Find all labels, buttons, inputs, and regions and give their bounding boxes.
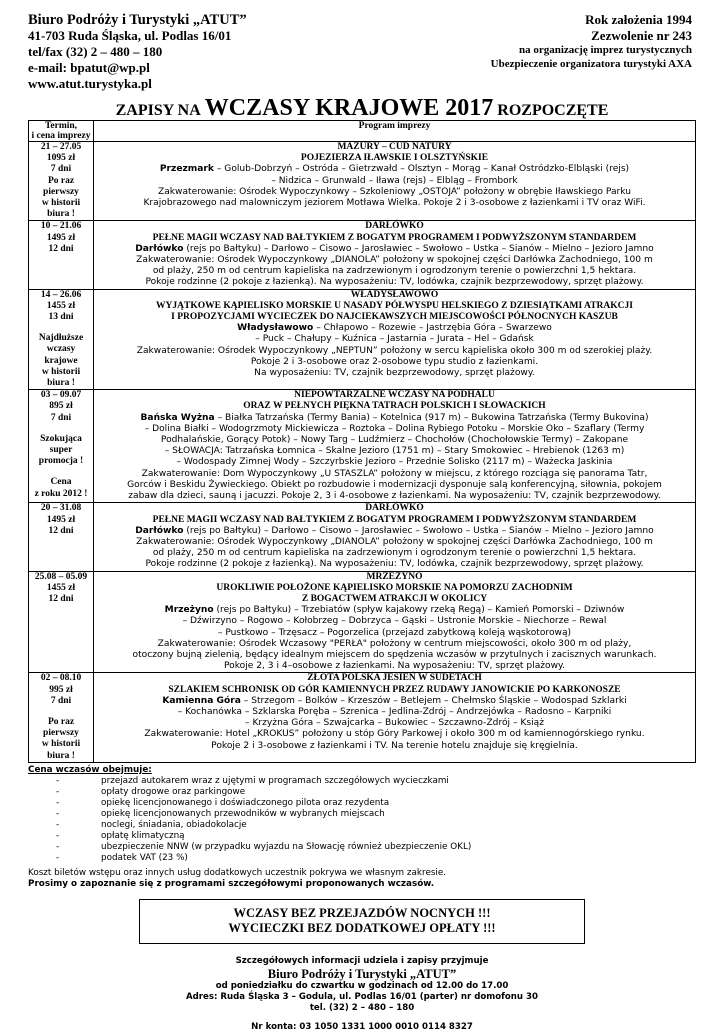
trip-term-line	[31, 707, 91, 717]
trip-tagline: SZLAKIEM SCHRONISK OD GÓR KAMIENNYCH PRZEZ RUDAWY JANOWICKIE PO KARKONOSZE	[168, 684, 621, 695]
trip-lodging-line: otoczony bujną zielenią, będący idealnym miejscem do spędzenia wczasów w przytulnych i zacisznych warunkach.	[132, 649, 657, 660]
trip-term-cell	[29, 221, 94, 289]
trip-program-cell	[94, 142, 696, 221]
trip-term-line: Po raz pierwszy	[43, 716, 79, 739]
trip-term-line: 895 zł	[49, 401, 73, 412]
trip-lodging-line: Pokoje 2 i 3-osobowe z łazienkami i TV. Na terenie hotelu znajduje się kręgielnia.	[211, 740, 578, 751]
trip-term-line: z roku 2012 !	[34, 488, 88, 499]
trip-route-text: (rejs po Bałtyku) – Darłowo – Cisowo – Jarosławiec – Swołowo – Ustka – Sianów – Mielno – Jezioro Jamno	[183, 243, 654, 254]
program-note: Prosimy o zapoznanie się z programami szczegółowymi proponowanych wczasów.	[28, 878, 435, 889]
trip-term-line: 7 dni	[50, 695, 72, 706]
footer-intro: Szczegółowych informacji udziela i zapisy przyjmuje	[235, 955, 489, 966]
footer-phone: tel. (32) 2 – 480 – 180	[309, 1002, 415, 1013]
trip-term-cell	[29, 289, 94, 390]
table-row	[29, 289, 696, 390]
trip-lodging-line: Krajobrazowego nad malowniczym jeziorem Motława Wielka. Pokoje 2 i 3-osobowe z łazienkami i TV oraz WiFi.	[143, 198, 646, 209]
trip-term-line	[31, 323, 91, 333]
trip-lodging-line: Zakwaterowanie: Ośrodek Wypoczynkowy – Szkoleniowy „OSTOJA” położony w obrębie Iławskiego Parku	[157, 186, 632, 197]
trip-destination: DARŁÓWKO	[365, 221, 424, 232]
agency-name: Biuro Podróży i Turystyki „ATUT”	[28, 12, 247, 28]
trip-tagline: I PROPOZYCJAMI WYCIECZEK DO NAJCIEKAWSZYCH MIEJSCOWOŚCI PÓŁNOCNYCH KASZUB	[171, 312, 618, 323]
price-includes-section	[28, 765, 696, 864]
price-includes-item: - noclegi, śniadania, obiadokolacje	[28, 820, 696, 831]
trip-route-line	[96, 457, 693, 468]
agency-address: 41-703 Ruda Śląska, ul. Podlas 16/01	[28, 28, 232, 43]
trip-term-line: 21 – 27.05	[40, 142, 82, 152]
trip-lodging-line: Zakwaterowanie: Hotel „KROKUS” położony u stóp Góry Parkowej i około 300 m od kamiennogórskiego rynku.	[144, 729, 645, 740]
trip-term-line: Szokująca	[40, 433, 82, 444]
trip-destination: NIEPOWTARZALNE WCZASY NA PODHALU	[294, 390, 495, 401]
trip-tagline: Z BOGACTWEM ATRAKCJI W OKOLICY	[301, 593, 488, 604]
trip-route-text: – SŁOWACJA: Tatrzańska Łomnica – Skalne Jezioro (1751 m) – Stary Smokowiec – Hrebienok (1263 m)	[164, 446, 625, 457]
trip-term-cell	[29, 503, 94, 571]
trip-term-line: biura !	[47, 209, 75, 220]
bank-account: Nr konta: 03 1050 1331 1000 0010 0114 8327	[251, 1021, 473, 1032]
trip-route-line	[96, 707, 693, 718]
agency-credentials-block	[491, 12, 696, 92]
trip-route-text: – Wodospady Zimnej Wody – Szczyrbskie Jezioro – Przednie Solisko (2117 m) – Ważecka Jaskinia	[176, 457, 613, 468]
price-includes-item: - podatek VAT (23 %)	[28, 853, 696, 864]
table-row	[29, 142, 696, 221]
trip-route-text: – Kochanówka – Szklarska Poręba – Szrenica – Jedlina-Zdrój – Andrzejówka – Radosno – Karpniki	[177, 706, 612, 717]
trip-lodging-line: Pokoje 2 i 3-osobowe oraz 2-osobowe typu studio z łazienkami.	[250, 356, 539, 367]
trip-route-line	[96, 605, 693, 616]
trip-program-cell	[94, 221, 696, 289]
agency-phone: tel/fax (32) 2 – 480 – 180	[28, 44, 163, 59]
license-description: na organizację imprez turystycznych	[518, 44, 692, 56]
trip-term-line: 1095 zł	[46, 153, 76, 164]
price-includes-item: - opłaty drogowe oraz parkingowe	[28, 787, 696, 798]
trip-term-line: 03 – 09.07	[40, 390, 82, 401]
page-title	[28, 96, 696, 120]
letterhead	[28, 12, 696, 92]
trip-route-line	[96, 334, 693, 345]
trip-base-town: Bańska Wyżna	[140, 412, 215, 423]
trip-term-line	[31, 424, 91, 434]
trip-lodging-line: Pokoje 2, 3 i 4–osobowe z łazienkami. Na wyposażeniu: TV, sprzęt plażowy.	[223, 661, 566, 672]
trip-base-town: Darłówko	[135, 525, 184, 536]
trip-term-line: 12 dni	[48, 243, 74, 254]
trip-term-cell	[29, 571, 94, 673]
title-prefix: ZAPISY NA	[115, 102, 201, 119]
trip-term-line: 1455 zł	[46, 582, 76, 593]
trip-route-line	[96, 696, 693, 707]
trip-lodging-line: Gorców i Beskidu Żywieckiego. Obiekt po rozbudowie i modernizacji dysponuje salą konferencyjną, siłownia, pokojem	[127, 479, 662, 490]
trip-lodging-line: Zakwaterowanie: Ośrodek Wypoczynkowy „DIANOLA” położony w spokojnej części Darłówka Zachodniego, 100 m	[136, 536, 653, 547]
trip-term-line: super	[49, 445, 73, 456]
trip-program-cell	[94, 571, 696, 673]
trip-term-line: 25.08 – 05.09	[34, 571, 88, 582]
trip-term-line: Cena	[50, 477, 72, 488]
trip-program-cell	[94, 503, 696, 571]
trip-base-town: Mrzeżyno	[164, 605, 214, 616]
insurance-info: Ubezpieczenie organizatora turystyki AXA	[490, 57, 692, 70]
trip-base-town: Kamienna Góra	[162, 695, 241, 706]
trips-table-body	[29, 142, 696, 763]
trip-tagline: ORAZ W PEŁNYCH PIĘKNA TATRACH POLSKICH I SŁOWACKICH	[243, 401, 546, 412]
trip-term-line: 12 dni	[48, 525, 74, 536]
trip-term-line: 7 dni	[50, 164, 72, 175]
trip-destination: ZŁOTA POLSKA JESIEŃ W SUDETACH	[307, 673, 482, 684]
trip-term-line: biura !	[47, 378, 75, 389]
document-page	[28, 12, 696, 1033]
table-header-row	[29, 121, 696, 142]
trip-route-line	[96, 435, 693, 446]
trip-term-line: 02 – 08.10	[40, 673, 82, 684]
trip-destination: MAZURY – CUD NATURY	[337, 142, 452, 152]
trip-program-cell	[94, 289, 696, 390]
trip-lodging-line: Zakwaterowanie: Ośrodek Wypoczynkowy „DIANOLA” położony w spokojnej części Darłówka Zachodniego, 100 m	[136, 255, 653, 266]
trip-route-text: – Golub-Dobrzyń – Ostróda – Gietrzwałd – Olsztyn – Morąg – Kanał Ostródzko-Elbląski (rejs)	[213, 164, 630, 175]
footer-agency-name: Biuro Podróży i Turystyki „ATUT”	[267, 966, 457, 981]
trip-term-line: w historii	[41, 198, 81, 209]
trip-term-line: w historii	[41, 739, 81, 750]
trip-base-town: Władysławowo	[237, 323, 314, 334]
trip-tagline: UROKLIWIE POŁOŻONE KĄPIELISKO MORSKIE NA POMORZU ZACHODNIM	[216, 582, 573, 593]
trip-destination: MRZEŻYNO	[366, 571, 423, 582]
trip-term-line: 12 dni	[48, 593, 74, 604]
table-row	[29, 673, 696, 762]
trip-route-line	[96, 244, 693, 255]
extra-costs-note: Koszt biletów wstępu oraz innych usług dodatkowych uczestnik pokrywa we własnym zakresie.	[28, 867, 447, 878]
notes-section	[28, 868, 696, 890]
highlight-line-2: WYCIECZKI BEZ DODATKOWEJ OPŁATY !!!	[228, 921, 496, 936]
trip-route-text: – Puck – Chałupy – Kuźnica – Jastarnia – Jurata – Hel – Gdańsk	[255, 334, 534, 345]
trip-lodging-line: Na wyposażeniu: TV, czajnik bezprzewodowy, sprzęt plażowy.	[254, 368, 535, 379]
trip-lodging-line: od plaży, 250 m od centrum kapieliska na zadrzewionym i ogrodzonym terenie o powierzchni 1,5 hektara.	[152, 548, 637, 559]
trip-destination: WŁADYSŁAWOWO	[350, 289, 439, 300]
trip-route-text: – Chłapowo – Rozewie – Jastrzębia Góra – Swarzewo	[313, 323, 552, 334]
trip-term-line: Po raz pierwszy	[43, 175, 79, 197]
trip-route-text: – Pustkowo – Trzęsacz – Pogorzelica (przejazd zabytkową koleją wąskotorową)	[217, 627, 572, 638]
highlight-line-1: WCZASY BEZ PRZEJAZDÓW NOCNYCH !!!	[233, 905, 491, 920]
trip-term-line	[31, 467, 91, 477]
trips-table	[28, 120, 696, 763]
table-row	[29, 503, 696, 571]
price-includes-item: - przejazd autokarem wraz z ujętymi w programach szczegółowych wycieczkami	[28, 776, 696, 787]
trip-tagline: PEŁNE MAGII WCZASY NAD BAŁTYKIEM Z BOGATYM PROGRAMEM I PODWYŻSZONYM STANDARDEM	[152, 232, 637, 243]
trip-route-text: (rejs po Bałtyku) – Trzebiatów (spływ kajakowy rzeką Regą) – Kamień Pomorski – Dziwnów	[213, 605, 625, 616]
trip-route-line	[96, 176, 693, 187]
contact-footer	[28, 956, 696, 1033]
trip-tagline: PEŁNE MAGII WCZASY NAD BAŁTYKIEM Z BOGATYM PROGRAMEM I PODWYŻSZONYM STANDARDEM	[152, 514, 637, 525]
trip-lodging-line: Pokoje rodzinne (2 pokoje z łazienką). Na wyposażeniu: TV, lodówka, czajnik bezprzewodowy, sprzęt plażowy.	[145, 559, 644, 570]
trip-lodging-line: Zakwaterowanie: Ośrodek Wczasowy "PERŁA" położony w centrum miejscowości, około 300 m od plaży,	[157, 638, 632, 649]
title-suffix: ROZPOCZĘTE	[497, 102, 609, 119]
trip-program-cell	[94, 673, 696, 762]
trip-route-text: – Strzegom – Bolków – Krzeszów – Betlejem – Chełmsko Śląskie – Wodospad Szklarki	[240, 695, 627, 706]
trip-lodging-line: Zakwaterowanie: Ośrodek Wypoczynkowy „NEPTUN” położony w sercu kąpieliska około 300 m od szerokiej plaży.	[136, 345, 653, 356]
trip-route-line	[96, 616, 693, 627]
trip-term-line: 995 zł	[49, 684, 73, 695]
trip-term-line: Najdłuższe	[38, 333, 84, 344]
price-includes-item: - opiekę licencjonowanego i doświadczonego pilota oraz rezydenta	[28, 798, 696, 809]
founded-year: Rok założenia 1994	[585, 12, 692, 27]
trip-term-line: 20 – 31.08	[40, 503, 82, 514]
trip-route-line	[96, 424, 693, 435]
trip-term-line: 13 dni	[48, 312, 74, 323]
trip-term-line: biura !	[47, 750, 75, 761]
price-includes-item: - opłatę klimatyczną	[28, 831, 696, 842]
trip-term-line: wczasy krajowe	[44, 344, 78, 366]
trip-program-cell	[94, 390, 696, 503]
trip-route-text: – Dolina Białki – Wodogrzmoty Mickiewicza – Roztoka – Dolina Rybiego Potoku – Morskie Oko – Szaflary (Termy	[144, 423, 645, 434]
trip-route-line	[96, 628, 693, 639]
price-includes-list	[28, 776, 696, 864]
trip-tagline: POJEZIERZA IŁAWSKIE I OLSZTYŃSKIE	[300, 153, 489, 164]
title-main: WCZASY KRAJOWE 2017	[204, 95, 494, 121]
trip-destination: DARŁÓWKO	[365, 503, 424, 514]
trip-term-line: 10 – 21.06	[40, 221, 82, 232]
trip-term-line: 1455 zł	[46, 300, 76, 311]
trip-term-line: w historii	[41, 366, 81, 377]
trip-route-line	[96, 526, 693, 537]
license-number: Zezwolenie nr 243	[591, 28, 692, 43]
trip-term-line: 1495 zł	[46, 232, 76, 243]
table-row	[29, 571, 696, 673]
price-includes-heading: Cena wczasów obejmuje:	[28, 764, 152, 775]
trip-tagline: WYJĄTKOWE KĄPIELISKO MORSKIE U NASADY PÓŁWYSPU HELSKIEGO Z DZIESIĄTKAMI ATRAKCJI	[156, 300, 633, 311]
trip-lodging-line: Zakwaterowanie: Dom Wypoczynkowy „U STASZLA” położony w miejscu, z którego rozciąga się panorama Tatr,	[141, 468, 648, 479]
trip-route-text: (rejs po Bałtyku) – Darłowo – Cisowo – Jarosławiec – Swołowo – Ustka – Sianów – Mielno – Jezioro Jamno	[183, 525, 654, 536]
trip-route-text: – Nidzica – Grunwald – Iława (rejs) – Elbląg – Frombork	[271, 175, 518, 186]
trip-term-line: promocja !	[38, 456, 84, 467]
trip-term-line: 14 – 26.06	[40, 289, 82, 300]
footer-address: Adres: Ruda Śląska 3 – Godula, ul. Podlas 16/01 (parter) nr domofonu 30	[185, 991, 538, 1002]
trip-term-cell	[29, 142, 94, 221]
agency-website[interactable]: www.atut.turystyka.pl	[28, 76, 152, 91]
highlight-box	[139, 899, 585, 944]
trip-route-line	[96, 718, 693, 729]
price-includes-item: - opiekę licencjonowanych przewodników w wybranych miejscach	[28, 809, 696, 820]
trip-term-line: 1495 zł	[46, 514, 76, 525]
trip-base-town: Darłówko	[135, 243, 184, 254]
trip-term-line: 7 dni	[50, 412, 72, 423]
agency-contact-block	[28, 12, 247, 92]
trip-route-line	[96, 323, 693, 334]
trip-base-town: Przezmark	[159, 164, 214, 175]
table-row	[29, 390, 696, 503]
trip-route-line	[96, 413, 693, 424]
trip-term-cell	[29, 673, 94, 762]
trip-route-text: – Krzyżna Góra – Szwajcarka – Bukowiec – Szczawno-Zdrój – Książ	[245, 718, 544, 729]
trip-route-text: Podhalańskie, Gorący Potok) – Nowy Targ – Ludźmierz – Chochołów (Chochołowskie Termy) – Zakopane	[160, 435, 629, 446]
agency-email[interactable]: e-mail: bpatut@wp.pl	[28, 60, 150, 75]
trip-route-text: – Dźwirzyno – Rogowo – Kołobrzeg – Dobrzyca – Gąski – Ustronie Morskie – Niechorze – Rewal	[182, 616, 607, 627]
price-includes-item: - ubezpieczenie NNW (w przypadku wyjazdu na Słowację również ubezpieczenie OKL)	[28, 842, 696, 853]
trip-lodging-line: od plaży, 250 m od centrum kapieliska na zadrzewionym i ogrodzonym terenie o powierzchni 1,5 hektara.	[152, 266, 637, 277]
column-header-term: Termin, i cena imprezy	[29, 121, 94, 142]
trip-route-line	[96, 446, 693, 457]
column-header-program: Program imprezy	[94, 121, 696, 142]
trip-term-cell	[29, 390, 94, 503]
trip-route-line	[96, 164, 693, 175]
footer-hours: od poniedziałku do czwartku w godzinach od 12.00 do 17.00	[215, 980, 509, 991]
table-row	[29, 221, 696, 289]
trip-lodging-line: zabaw dla dzieci, sauną i jacuzzi. Pokoje 2, 3 i 4-osobowe z łazienkami. Na wyposażeniu: TV, czajnik bezprzewodowy.	[128, 491, 661, 502]
trip-lodging-line: Pokoje rodzinne (2 pokoje z łazienką). Na wyposażeniu: TV, lodówka, czajnik bezprzewodowy, sprzęt plażowy.	[145, 277, 644, 288]
trip-route-text: – Białka Tatrzańska (Termy Bania) – Kotelnica (917 m) – Bukowina Tatrzańska (Termy Bukovina)	[214, 412, 649, 423]
